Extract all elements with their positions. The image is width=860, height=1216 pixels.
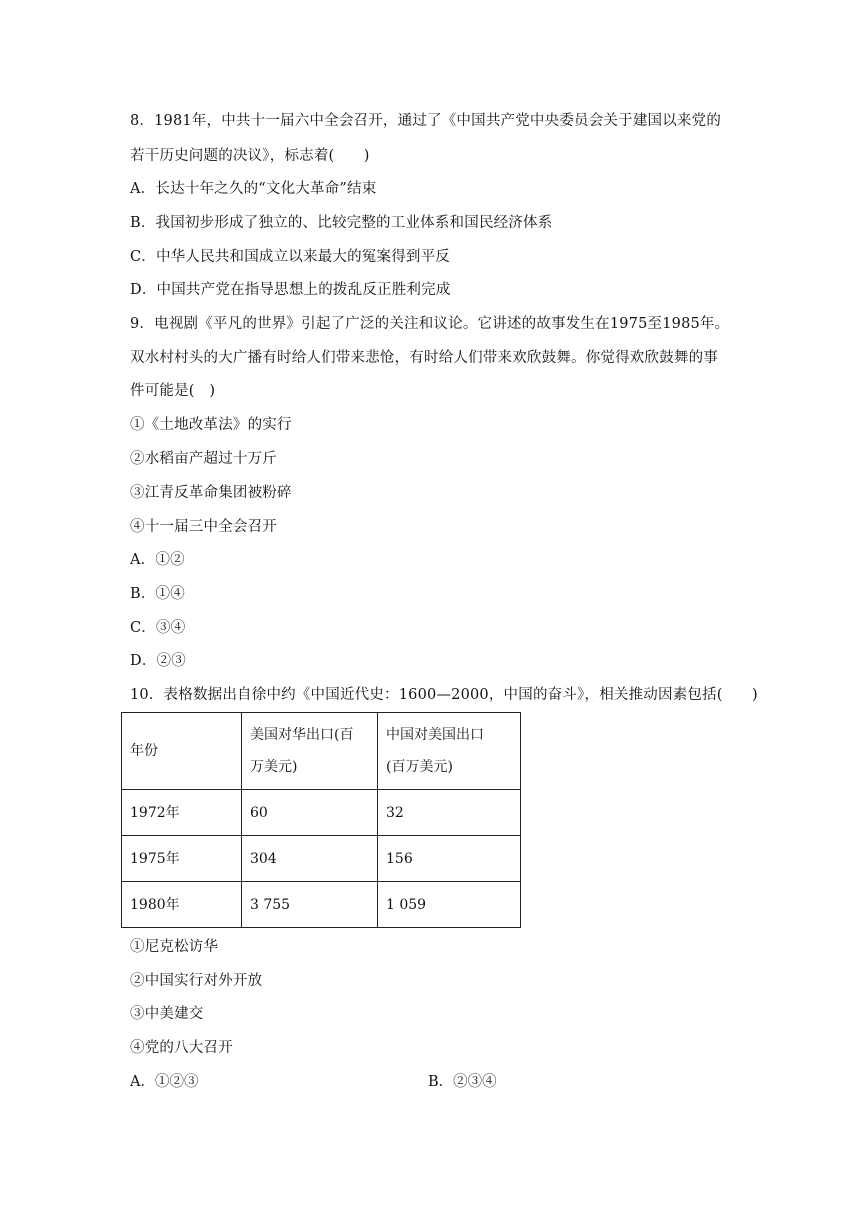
q8-stem-line-2: 若干历史问题的决议》，标志着( )	[130, 148, 370, 164]
table-cell: 1 059	[378, 882, 521, 928]
table-header-row	[122, 713, 521, 790]
q10-item-4: ④党的八大召开	[130, 1040, 233, 1056]
q9-option-a: A．①②	[130, 552, 185, 568]
q9-stem-line-2: 双水村村头的大广播有时给人们带来悲怆，有时给人们带来欢欣鼓舞。你觉得欢欣鼓舞的事	[130, 350, 718, 366]
q9-option-b: B．①④	[130, 586, 185, 602]
q9-item-1: ①《土地改革法》的实行	[130, 417, 292, 433]
table-cell: 32	[378, 790, 521, 836]
q9-stem-line-1: 9．电视剧《平凡的世界》引起了广泛的关注和议论。它讲述的故事发生在1975至1985年。	[130, 316, 730, 332]
q8-option-b: B．我国初步形成了独立的、比较完整的工业体系和国民经济体系	[130, 215, 553, 231]
trade-table	[121, 712, 521, 928]
q10-option-a: A．①②③	[130, 1074, 199, 1090]
table-header-line: 美国对华出口(百	[250, 727, 354, 743]
table-cell: 304	[242, 836, 378, 882]
table-row	[122, 882, 521, 928]
q9-option-d: D．②③	[130, 653, 186, 669]
q8-option-a: A．长达十年之久的“文化大革命”结束	[130, 181, 377, 197]
table-cell: 1975年	[122, 836, 242, 882]
q10-option-b: B．②③④	[428, 1074, 497, 1090]
table-header-line: 万美元)	[250, 759, 298, 775]
q9-item-3: ③江青反革命集团被粉碎	[130, 485, 292, 501]
q8-stem-line-1: 8．1981年，中共十一届六中全会召开，通过了《中国共产党中央委员会关于建国以来党的	[130, 113, 722, 129]
q10-item-2: ②中国实行对外开放	[130, 973, 263, 989]
table-header-cell: 年份	[122, 713, 242, 790]
table-row	[122, 836, 521, 882]
q10-item-1: ①尼克松访华	[130, 939, 219, 955]
q8-option-c: C．中华人民共和国成立以来最大的冤案得到平反	[130, 249, 450, 265]
table-header-line: 中国对美国出口	[386, 727, 484, 743]
q9-stem-line-3: 件可能是( )	[130, 383, 216, 399]
table-header-cell	[378, 713, 521, 790]
table-header-line: (百万美元)	[386, 759, 453, 775]
q10-item-3: ③中美建交	[130, 1006, 204, 1022]
table-row	[122, 790, 521, 836]
table-cell: 1980年	[122, 882, 242, 928]
q8-option-d: D．中国共产党在指导思想上的拨乱反正胜利完成	[130, 282, 451, 298]
q9-item-4: ④十一届三中全会召开	[130, 519, 277, 535]
table-cell: 156	[378, 836, 521, 882]
q9-option-c: C．③④	[130, 620, 186, 636]
table-cell: 60	[242, 790, 378, 836]
q9-item-2: ②水稻亩产超过十万斤	[130, 451, 277, 467]
table-header-cell	[242, 713, 378, 790]
table-cell: 3 755	[242, 882, 378, 928]
q10-stem: 10．表格数据出自徐中约《中国近代史：1600—2000，中国的奋斗》，相关推动因素包括( )	[130, 687, 758, 703]
table-cell: 1972年	[122, 790, 242, 836]
